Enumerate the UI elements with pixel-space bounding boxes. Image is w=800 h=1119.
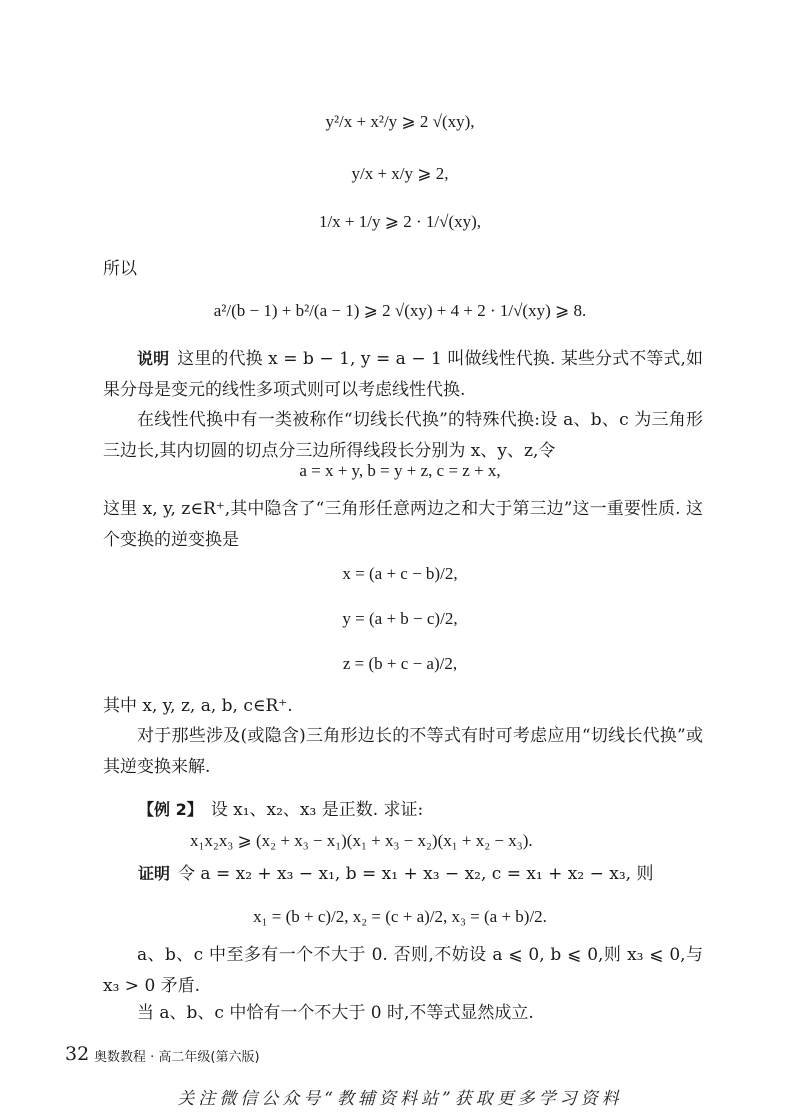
example-label: 【例 2】 <box>138 800 203 819</box>
proof-label: 证明 <box>138 864 171 883</box>
inverse-z: z = (b + c − a)/2, <box>342 654 458 673</box>
example-inequality: x₁x₂x₃ ⩾ (x₂ + x₃ − x₁)(x₁ + x₃ − x₂)(x₁ + x₂ − x₃). <box>190 831 533 850</box>
watermark-text: 关注微信公众号“教辅资料站”获取更多学习资料 <box>177 1089 623 1109</box>
main-inequality: a²/(b − 1) + b²/(a − 1) ⩾ 2 √(xy) + 4 + 2 · 1/√(xy) ⩾ 8. <box>213 301 587 320</box>
suoyi-text: 所以 <box>103 259 137 279</box>
book-title: 奥数教程 · 高二年级(第六版) <box>94 1050 260 1065</box>
note-label: 说明 <box>137 349 170 368</box>
proof-equation: x₁ = (b + c)/2, x₂ = (c + a)/2, x₃ = (a + b)/2. <box>253 907 547 926</box>
math-line-1: y²/x + x²/y ⩾ 2 √(xy), <box>325 112 475 131</box>
proof-text: 令 a = x₂ + x₃ − x₁, b = x₁ + x₃ − x₂, c = x₁ + x₂ − x₃, 则 <box>178 864 654 884</box>
example-text: 设 x₁、x₂、x₃ 是正数. 求证: <box>210 800 424 820</box>
paragraph-3: 其中 x, y, z, a, b, c∈R⁺. <box>103 696 293 716</box>
example-line <box>138 798 423 822</box>
paragraph-1: 在线性代换中有一类被称作“切线长代换”的特殊代换:设 a、b、c 为三角形三边长,其内切圆的切点分三边所得线段长分别为 x、y、z,令 <box>103 410 703 461</box>
eq-abc: a = x + y, b = y + z, c = z + x, <box>299 461 501 480</box>
paragraph-6: 当 a、b、c 中恰有一个不大于 0 时,不等式显然成立. <box>137 1003 534 1023</box>
math-line-2: y/x + x/y ⩾ 2, <box>351 164 449 183</box>
note-paragraph <box>103 343 703 406</box>
page-number: 32 <box>65 1043 90 1065</box>
math-line-3: 1/x + 1/y ⩾ 2 · 1/√(xy), <box>318 212 482 231</box>
note-text: 这里的代换 x = b − 1, y = a − 1 叫做线性代换. 某些分式不等式,如果分母是变元的线性多项式则可以考虑线性代换. <box>103 349 703 400</box>
paragraph-2: 这里 x, y, z∈R⁺,其中隐含了“三角形任意两边之和大于第三边”这一重要性质. 这个变换的逆变换是 <box>103 499 703 550</box>
paragraph-4: 对于那些涉及(或隐含)三角形边长的不等式有时可考虑应用“切线长代换”或其逆变换来解. <box>103 726 703 777</box>
inverse-x: x = (a + c − b)/2, <box>342 564 458 583</box>
paragraph-5: a、b、c 中至多有一个不大于 0. 否则,不妨设 a ⩽ 0, b ⩽ 0,则 x₃ ⩽ 0,与 x₃ > 0 矛盾. <box>103 945 703 996</box>
proof-line <box>138 862 653 886</box>
inverse-y: y = (a + b − c)/2, <box>342 609 458 628</box>
